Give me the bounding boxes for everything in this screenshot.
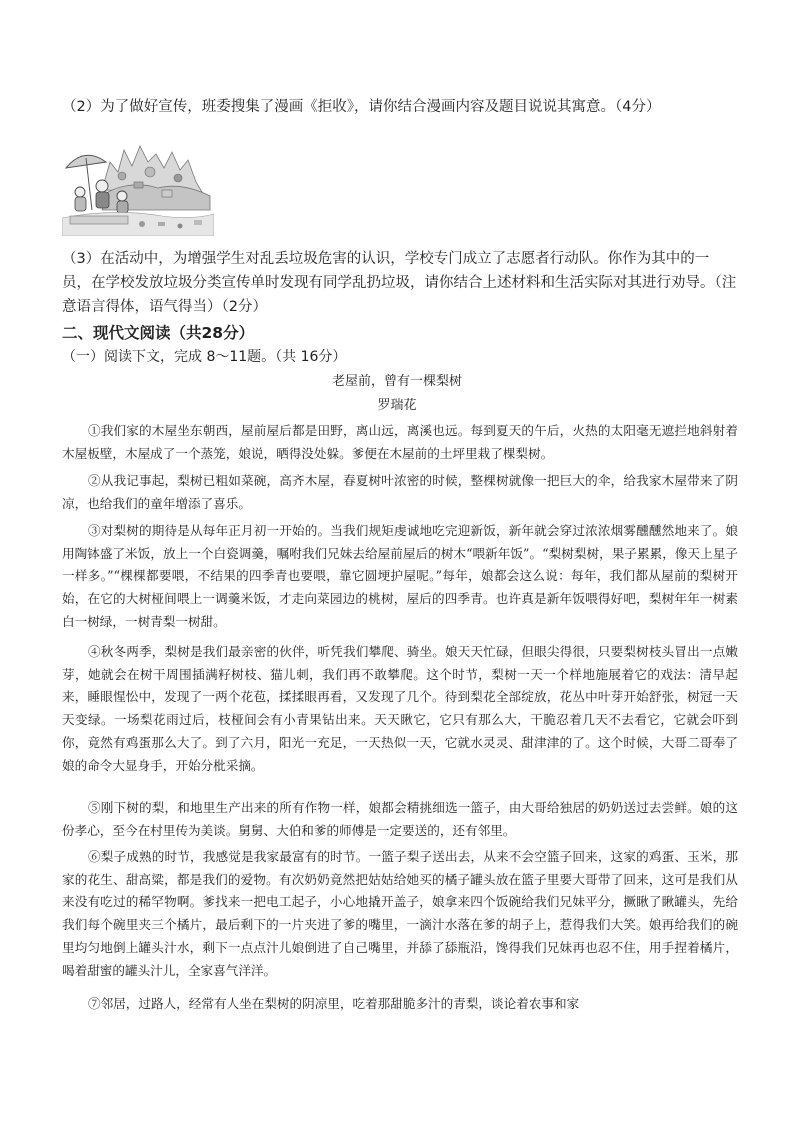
section-heading: 二、现代文阅读（共28分） [62,324,255,342]
paragraph-2: ②从我记事起，梨树已粗如菜碗，高齐木屋，春夏树叶浓密的时候，整棵树就像一把巨大的伞，给我家木屋带来了阴凉，也给我们的童年增添了喜乐。 [62,473,738,511]
article-author: 罗瑞花 [377,398,417,413]
paragraph-6: ⑥梨子成熟的时节，我感觉是我家最富有的时节。一篮子梨子送出去，从来不会空篮子回来，这家的鸡蛋、玉米，那家的花生、甜高粱，都是我们的爱物。有次奶奶竟然把姑姑给她买的橘子罐头放在篮子里要大哥带了回来，这可是我们从来没有吃过的稀罕物啊。爹找来一把电工起子，小心地撬开盖子，娘拿来四个饭碗给我们兄妹平分，撅瞅了瞅罐头，先给我们每个碗里夹三个橘片，最后剩下的一片夹进了爹的嘴里，一滴汁水落在爹的胡子上，惹得我们大笑。娘再给我们的碗里均匀地倒上罐头汁水，剩下一点点汁儿娘倒进了自己嘴里，并舔了舔瓶沿，馋得我们兄妹再也忍不住，用手捏着橘片，喝着甜蜜的罐头汁儿，全家喜气洋洋。 [62,849,738,978]
paragraph-4: ④秋冬两季，梨树是我们最亲密的伙伴，听凭我们攀爬、骑坐。娘天天忙碌，但眼尖得很，只要梨树枝头冒出一点嫩芽，她就会在树干周围插满籽树枝、猫儿刺，我们再不敢攀爬。这个时节，梨树一天一个样地施展着它的戏法：清早起来，睡眼惺忪中，发现了一两个花苞，揉揉眼再看，又发现了几个。待到梨花全部绽放，花丛中叶芽开始舒张，树冠一天天变绿。一场梨花雨过后，枝桠间会有小青果钻出来。天天瞅它，它只有那么大，干脆忍着几天不去看它，它就会吓到你，竟然有鸡蛋那么大了。到了六月，阳光一充足，一天热似一天，它就水灵灵、甜津津的了。这个时候，大哥二哥奉了娘的命令大显身手，开始分枇采摘。 [62,644,738,773]
paragraph-3: ③对梨树的期待是从每年正月初一开始的。当我们规矩虔诚地吃完迎新饭，新年就会穿过浓浓烟雾醺醺然地来了。娘用陶钵盛了米饭，放上一个白瓷调羹，嘱咐我们兄妹去给屋前屋后的树木“喂新年饭”。“梨树梨树，果子累累，像天上星子一样多。”“棵棵都要喂，不结果的四季青也要喂，靠它圆埂护屋呢。”每年，娘都会这么说：每年，我们都从屋前的梨树开始，在它的大树桠间喂上一调羹米饭，才走向菜园边的桃树，屋后的四季青。也许真是新年饭喂得好吧，梨树年年一树素白一树绿，一树青梨一树甜。 [62,523,738,629]
paragraph-1: ①我们家的木屋坐东朝西，屋前屋后都是田野，离山远，离溪也远。每到夏天的午后，火热的太阳毫无遮拦地斜射着木屋板壁，木屋成了一个蒸笼，娘说，晒得没处躲。爹便在木屋前的土坪里栽了棵梨树。 [62,423,738,461]
paragraph-5: ⑤刚下树的梨，和地里生产出来的所有作物一样，娘都会精挑细选一篮子，由大哥给独居的奶奶送过去尝鲜。娘的这份孝心，至今在村里传为美谈。舅舅、大伯和爹的师傅是一定要送的，还有邻里。 [62,800,738,838]
question-2: （2）为了做好宣传，班委搜集了漫画《拒收》，请你结合漫画内容及题目说说其寓意。（4分） [62,99,661,115]
paragraph-7: ⑦邻居，过路人，经常有人坐在梨树的阴凉里，吃着那甜脆多汁的青梨，谈论着农事和家 [88,996,580,1011]
part-heading: （一）阅读下文，完成 8～11题。（共 16分） [62,349,347,365]
article-title: 老屋前，曾有一棵梨树 [331,374,462,389]
comic-illustration-refusal [62,132,214,236]
question-3: （3）在活动中，为增强学生对乱丢垃圾危害的认识，学校专门成立了志愿者行动队。你作为其中的一员，在学校发放垃圾分类宣传单时发现有同学乱扔垃圾，请你结合上述材料和生活实际对其进行劝导。（注意语言得体，语气得当）（2分） [62,251,737,315]
